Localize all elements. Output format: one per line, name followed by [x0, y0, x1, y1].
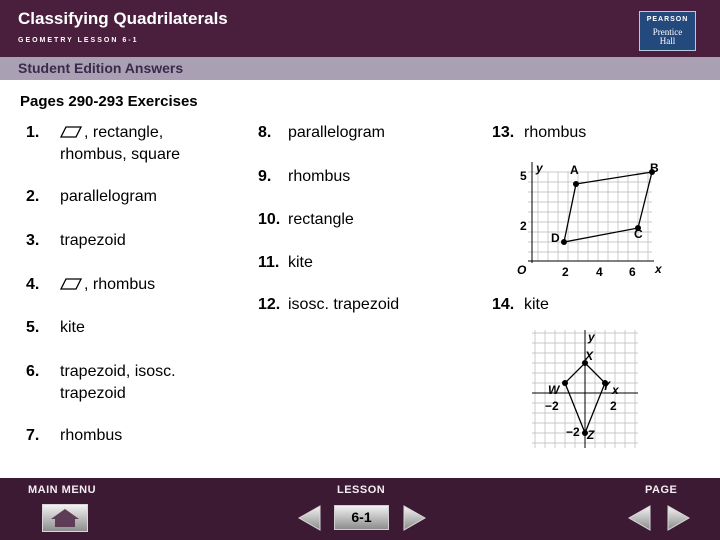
- x-tick-2: 2: [610, 399, 617, 413]
- answer-number: 1.: [26, 124, 40, 141]
- point-b-label: B: [650, 161, 659, 175]
- answer-text: rhombus: [288, 168, 351, 185]
- point-a: [573, 181, 579, 187]
- point-w: [562, 380, 568, 386]
- answer-number: 8.: [258, 124, 272, 141]
- logo-hall-text: Hall: [659, 36, 676, 46]
- answer-text-line: , rhombus: [84, 276, 156, 293]
- origin-label: O: [517, 263, 527, 277]
- answer-number: 14.: [492, 296, 515, 313]
- axis-x-label: x: [655, 262, 662, 276]
- main-menu-home-button[interactable]: [42, 504, 88, 532]
- answer-text-line2: rhombus, square: [60, 146, 181, 163]
- point-a-label: A: [570, 163, 579, 177]
- answer-text: trapezoid, isosc.: [60, 363, 176, 380]
- answer-text: [60, 123, 163, 143]
- point-d: [561, 239, 567, 245]
- answer-text: parallelogram: [288, 124, 385, 141]
- answer-number: 10.: [258, 211, 281, 228]
- lesson-subtitle: GEOMETRY LESSON 6-1: [18, 37, 139, 44]
- axis-x-label: x: [612, 383, 619, 397]
- answer-number: 4.: [26, 276, 40, 293]
- answer-number: 9.: [258, 168, 272, 185]
- main-menu-label: MAIN MENU: [28, 484, 97, 496]
- answer-text-line: , rectangle,: [84, 124, 164, 141]
- triangle-right-icon: [668, 506, 689, 530]
- lesson-number-button[interactable]: 6-1: [334, 505, 389, 530]
- answer-text: isosc. trapezoid: [288, 296, 400, 313]
- answer-text-line2: trapezoid: [60, 385, 126, 402]
- axis-y-label: y: [536, 161, 543, 175]
- answer-text: rectangle: [288, 211, 354, 228]
- x-tick-2: 2: [562, 265, 569, 278]
- triangle-left-icon: [629, 506, 650, 530]
- answer-number: 5.: [26, 319, 40, 336]
- previous-page-button[interactable]: [626, 504, 652, 532]
- answer-text: parallelogram: [60, 188, 157, 205]
- next-page-button[interactable]: [666, 504, 692, 532]
- answer-number: 3.: [26, 232, 40, 249]
- parallelogram-icon: [60, 126, 82, 138]
- parallelogram-icon: [60, 278, 82, 290]
- answer-text: rhombus: [60, 427, 123, 444]
- point-c-label: C: [634, 227, 643, 241]
- x-tick-neg2: −2: [545, 399, 559, 413]
- rhombus-graph: [510, 158, 670, 278]
- x-tick-4: 4: [596, 265, 603, 278]
- answer-text: kite: [288, 254, 313, 271]
- logo-prentice-text: Prentice: [652, 27, 683, 37]
- point-w-label: W: [548, 383, 560, 397]
- page-title: Classifying Quadrilaterals: [18, 9, 228, 28]
- previous-lesson-button[interactable]: [296, 504, 322, 532]
- point-y-label: Y: [602, 379, 611, 393]
- kite-graph: [530, 328, 648, 452]
- answer-number: 11.: [258, 254, 280, 271]
- answer-text: rhombus: [524, 124, 587, 141]
- point-x-label: X: [585, 349, 594, 363]
- answer-number: 13.: [492, 124, 515, 141]
- pages-heading: Pages 290-293 Exercises: [20, 93, 198, 110]
- section-title: Student Edition Answers: [18, 60, 184, 76]
- pearson-logo: [639, 11, 696, 51]
- answer-text: trapezoid: [60, 232, 126, 249]
- point-d-label: D: [551, 231, 560, 245]
- answer-number: 12.: [258, 296, 281, 313]
- answer-number: 6.: [26, 363, 40, 380]
- page-label: PAGE: [645, 484, 678, 496]
- grid-lines: [528, 172, 652, 261]
- x-tick-6: 6: [629, 265, 636, 278]
- answer-number: 2.: [26, 188, 40, 205]
- answer-number: 7.: [26, 427, 40, 444]
- answer-text: kite: [60, 319, 85, 336]
- logo-pearson-text: PEARSON: [646, 16, 689, 23]
- header-bar: [0, 0, 720, 57]
- answer-text: kite: [524, 296, 549, 313]
- next-lesson-button[interactable]: [402, 504, 428, 532]
- section-band: [0, 57, 720, 80]
- lesson-label: LESSON: [337, 484, 386, 496]
- point-z-label: Z: [587, 428, 595, 442]
- triangle-left-icon: [299, 506, 320, 530]
- axis-y-label: y: [588, 330, 595, 344]
- triangle-right-icon: [404, 506, 425, 530]
- y-tick-2: 2: [520, 219, 527, 233]
- y-tick-5: 5: [520, 169, 527, 183]
- answer-text: [60, 275, 155, 295]
- y-tick-neg2: −2: [566, 425, 580, 439]
